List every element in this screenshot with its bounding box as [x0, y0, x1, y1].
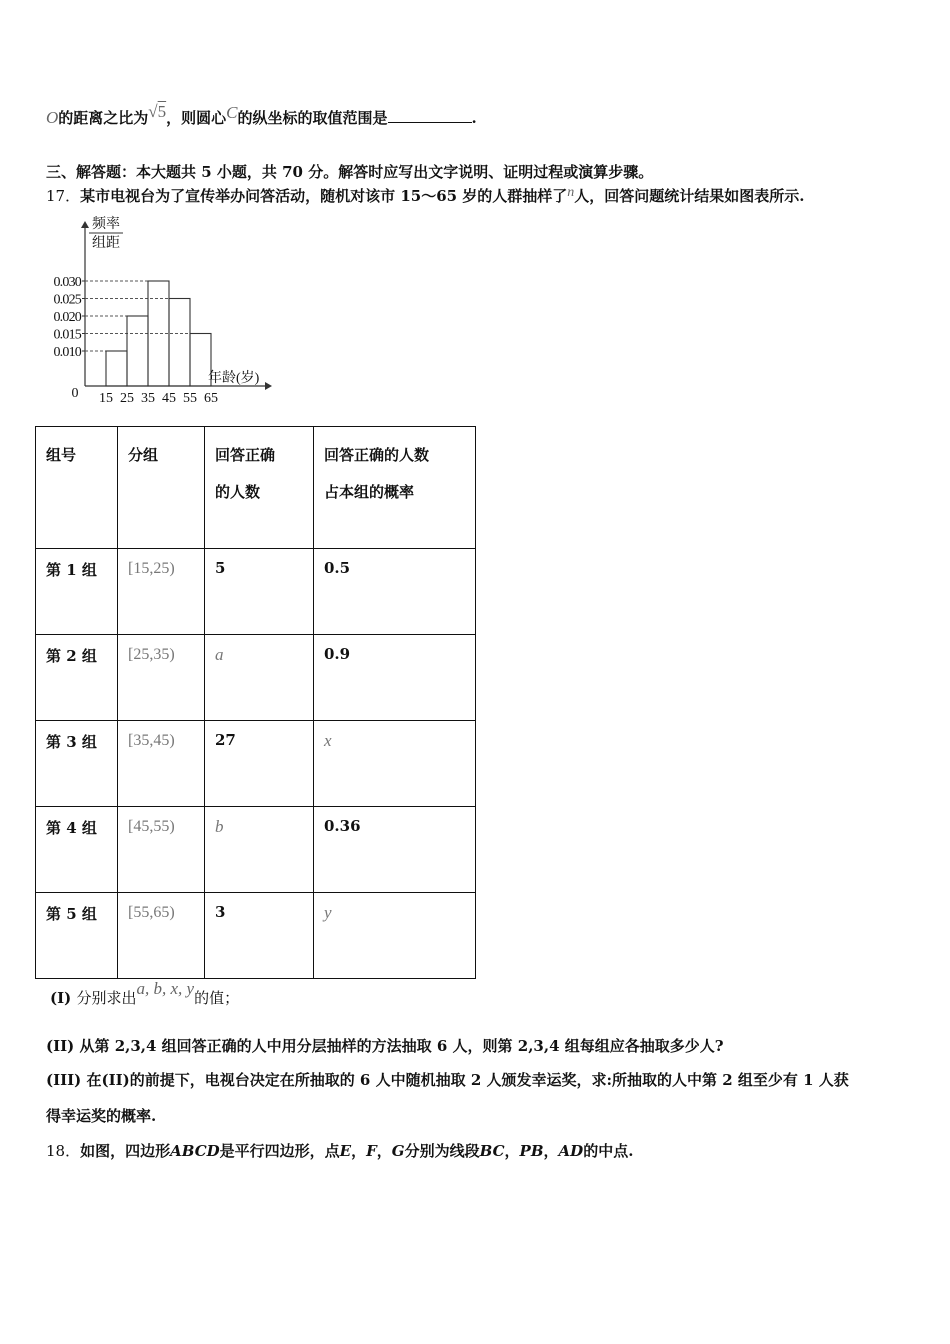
cell-interval: [25,35) — [118, 635, 205, 721]
part-2-text: 从第 2,3,4 组回答正确的人中用分层抽样的方法抽取 6 人，则第 2,3,4 组每组应各抽取多少人? — [79, 1037, 724, 1055]
var-c: C — [226, 103, 238, 122]
part-3-line-2: 得幸运奖的概率. — [46, 1107, 157, 1125]
x-axis-label: 年龄(岁) — [208, 371, 260, 386]
histogram-bar — [106, 351, 127, 386]
part-3 — [46, 1070, 849, 1090]
table-row — [36, 721, 476, 807]
intro-line — [46, 102, 477, 128]
cell-correct-count: a — [205, 635, 314, 721]
cell-group: 第 4 组 — [36, 807, 118, 893]
y-tick-label: 0.030 — [53, 275, 81, 290]
question-18: 18．如图，四边形ABCD是平行四边形，点E，F，G分别为线段BC，PB，AD的中点. — [46, 1142, 634, 1160]
question-17-number: 17． — [46, 187, 81, 205]
x-tick-label: 55 — [183, 391, 197, 406]
cell-correct-probability: 0.5 — [314, 549, 476, 635]
cell-group: 第 5 组 — [36, 893, 118, 979]
segment-bc: BC — [479, 1142, 505, 1160]
cell-interval: [35,45) — [118, 721, 205, 807]
cell-correct-probability: y — [314, 893, 476, 979]
cell-interval: [45,55) — [118, 807, 205, 893]
header-group-number: 组号 — [36, 427, 118, 549]
question-18-number: 18． — [46, 1142, 81, 1160]
sqrt-symbol: √ — [148, 102, 158, 121]
table-body — [36, 549, 476, 979]
point-f: F — [366, 1142, 377, 1160]
histogram-bar — [169, 299, 190, 387]
x-tick-label: 45 — [162, 391, 176, 406]
cell-correct-count: b — [205, 807, 314, 893]
answer-blank — [388, 108, 472, 123]
y-axis-arrow — [81, 221, 89, 228]
point-g: G — [391, 1142, 405, 1160]
question-17-text-2: 人，回答问题统计结果如图表所示. — [574, 187, 805, 205]
y-label-bottom: 组距 — [92, 236, 120, 251]
point-e: E — [339, 1142, 352, 1160]
cell-group: 第 1 组 — [36, 549, 118, 635]
part-2-label: (II) — [46, 1037, 75, 1055]
part-2 — [46, 1036, 724, 1056]
question-18-text-3: 分别为线段 — [404, 1142, 480, 1160]
cell-correct-probability: 0.9 — [314, 635, 476, 721]
y-tick-label: 0.015 — [53, 327, 81, 343]
table-row — [36, 893, 476, 979]
section-heading: 三、解答题：本大题共 5 小题，共 70 分。解答时应写出文字说明、证明过程或演算步骤。 — [46, 163, 654, 181]
x-tick-label: 35 — [141, 391, 155, 406]
var-o: O — [46, 108, 59, 127]
cell-group: 第 3 组 — [36, 721, 118, 807]
var-n: n — [567, 185, 575, 200]
intro-text-1: 的距离之比为 — [58, 109, 149, 127]
cell-interval: [15,25) — [118, 549, 205, 635]
question-17-text-1: 某市电视台为了宣传举办问答活动，随机对该市 15～65 岁的人群抽样了 — [80, 187, 568, 205]
part-1 — [50, 979, 240, 1008]
y-tick-label: 0.020 — [53, 310, 81, 325]
y-tick-label: 0.010 — [53, 345, 81, 360]
part-3-label: (III) — [46, 1071, 82, 1089]
header-correct-count: 回答正确 的人数 — [205, 427, 314, 549]
question-18-text-1: 如图，四边形 — [80, 1142, 171, 1160]
segment-pb: PB — [519, 1142, 544, 1160]
cell-correct-count: 5 — [205, 549, 314, 635]
intro-text-2: ，则圆心 — [166, 109, 227, 127]
x-axis-arrow — [265, 382, 272, 390]
stats-table — [35, 426, 476, 979]
part-1-text-1: 分别求出 — [76, 989, 137, 1007]
question-18-text-4: 的中点. — [583, 1142, 634, 1160]
cell-correct-probability: 0.36 — [314, 807, 476, 893]
part-1-text-2: 的值； — [194, 989, 240, 1007]
part-1-vars: a, b, x, y — [136, 979, 195, 998]
question-17 — [46, 186, 805, 208]
part-3-text-line-1: 在(II)的前提下，电视台决定在所抽取的 6 人中随机抽取 2 人颁发幸运奖，求:所抽取的人中第 2 组至少有 1 人获 — [86, 1071, 849, 1089]
intro-text-4: . — [471, 109, 477, 127]
cell-correct-count: 3 — [205, 893, 314, 979]
table-row — [36, 807, 476, 893]
cell-correct-count: 27 — [205, 721, 314, 807]
table-row — [36, 549, 476, 635]
sqrt-value: 5 — [157, 102, 167, 121]
part-1-label: (I) — [50, 989, 72, 1007]
cell-group: 第 2 组 — [36, 635, 118, 721]
segment-ad: AD — [558, 1142, 584, 1160]
x-tick-label: 65 — [204, 391, 218, 406]
y-tick-label: 0.025 — [53, 292, 81, 308]
x-tick-label: 25 — [120, 391, 134, 406]
x-tick-label: 15 — [99, 391, 113, 406]
quad-abcd: ABCD — [170, 1142, 220, 1160]
header-correct-probability: 回答正确的人数 占本组的概率 — [314, 427, 476, 549]
histogram-chart — [40, 212, 280, 408]
y-label-top: 频率 — [92, 217, 120, 232]
cell-correct-probability: x — [314, 721, 476, 807]
intro-text-3: 的纵坐标的取值范围是 — [237, 109, 388, 127]
table-header-row — [36, 427, 476, 549]
question-18-text-2: 是平行四边形，点 — [219, 1142, 340, 1160]
cell-interval: [55,65) — [118, 893, 205, 979]
table-row — [36, 635, 476, 721]
header-interval: 分组 — [118, 427, 205, 549]
histogram-bar — [127, 316, 148, 386]
origin-label: 0 — [71, 386, 79, 401]
